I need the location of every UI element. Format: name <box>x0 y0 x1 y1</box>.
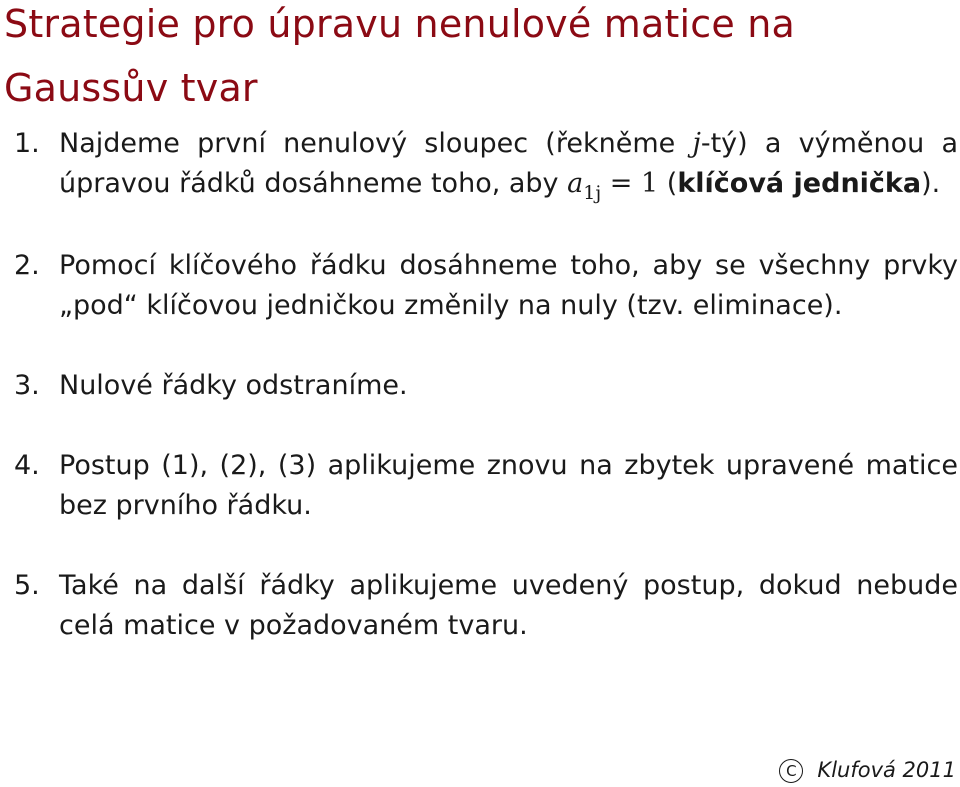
step-text-part: Najdeme první nenulový sloupec (řekněme <box>59 128 693 159</box>
math-variable-j: j <box>692 128 701 159</box>
slide-title: Strategie pro úpravu nenulové matice na Gaussův tvar <box>4 2 796 110</box>
math-subscript: 1j <box>583 182 602 204</box>
step-2 <box>14 246 958 326</box>
step-text: Postup (1), (2), (3) aplikujeme znovu na zbytek upravené matice bez prvního řádku. <box>59 450 958 521</box>
math-equation-rhs: = 1 <box>601 168 659 199</box>
step-text: Pomocí klíčového řádku dosáhneme toho, aby se všechny prvky „pod“ klíčovou jedničkou změnily na nuly (tzv. eliminace). <box>59 250 958 321</box>
key-term: klíčová jednička <box>677 168 922 199</box>
step-3 <box>14 366 958 406</box>
author-credit: Klufová 2011 <box>817 758 956 782</box>
step-text-part: ). <box>921 168 941 199</box>
math-variable-a: a <box>567 168 584 199</box>
strategy-steps-list <box>14 124 958 646</box>
step-number: 4. <box>14 450 40 481</box>
copyright-icon: C <box>779 759 803 783</box>
step-1 <box>14 124 958 206</box>
step-text-part: ( <box>658 168 678 199</box>
footer-copyright <box>779 757 956 783</box>
step-number: 1. <box>14 128 40 159</box>
step-text: Nulové řádky odstraníme. <box>59 370 408 401</box>
step-number: 3. <box>14 370 40 401</box>
step-number: 2. <box>14 250 40 281</box>
step-text: Také na další řádky aplikujeme uvedený postup, dokud nebude celá matice v požadovaném tvaru. <box>59 570 958 641</box>
step-4 <box>14 446 958 526</box>
step-text-part: -tý) a výměnou a úpravou řádků dosáhneme toho, aby <box>59 128 959 199</box>
step-5 <box>14 566 958 646</box>
step-number: 5. <box>14 570 40 601</box>
